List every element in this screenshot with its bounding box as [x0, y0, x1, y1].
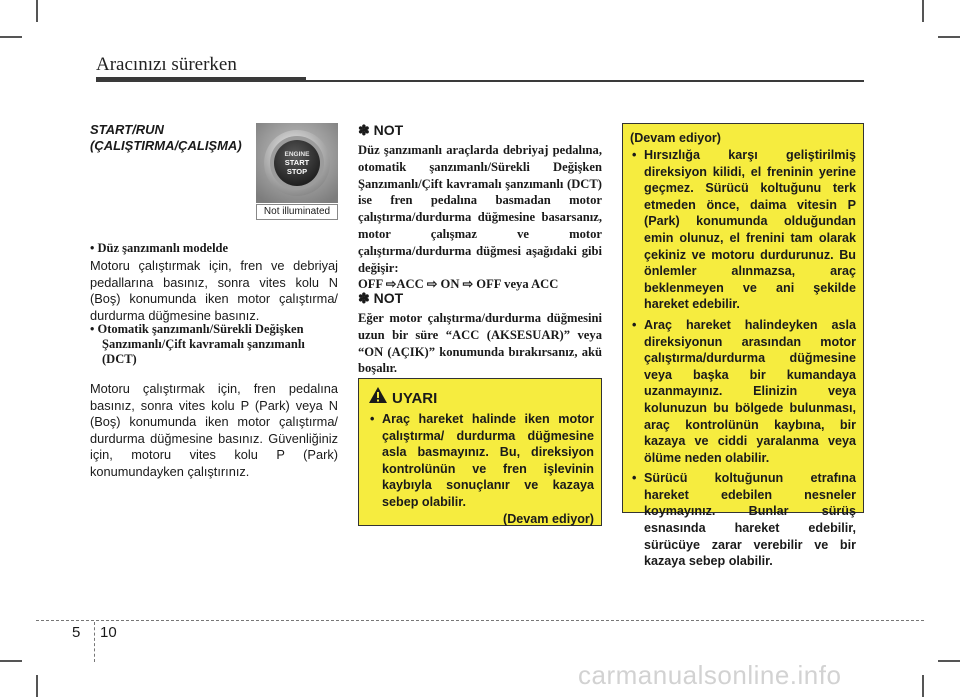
crop-mark [922, 675, 924, 697]
warning-item-text: Araç hareket halindeyken asla direksiyonun arasından motor çalıştırma/durdurma düğmesine veya başka bir kumandaya uzanmayınız. Elinizin veya kolunuzun bu bölgede bulunması, araç kontrolünün kaybına, bir kazaya ve ciddi yaralanma veya ölüme neden olabilir. [644, 317, 856, 465]
header-rule-thick [96, 77, 306, 82]
engine-start-button-icon [256, 123, 338, 203]
note1-heading: ✽ NOT [358, 122, 404, 138]
crop-mark [922, 0, 924, 22]
engine-start-button-image [256, 123, 338, 203]
continued-label: (Devam ediyor) [503, 511, 594, 526]
automatic-subheading-line1: • Otomatik şanzımanlı/Sürekli Değişken [90, 322, 304, 336]
crop-mark [938, 36, 960, 38]
warning-title: UYARI [392, 390, 438, 407]
manual-model-paragraph: Motoru çalıştırmak için, fren ve debriyaj pedallarına basınız, sonra vites kolu N (Boş) konumunda iken motor çalıştırma/ durdurma düğmesine basınız. [90, 258, 338, 323]
automatic-model-paragraph: Motoru çalıştırmak için, fren pedalına basınız, sonra vites kolu P (Park) veya N (Boş) konumunda iken motor çalıştırma/ durdurma düğmesine basınız. Güvenliğiniz için, motoru vites kolu P (Park) konumundayken çalıştırınız. [90, 381, 338, 479]
bullet: • [632, 317, 637, 332]
warning-triangle-icon [368, 386, 388, 404]
list-item [630, 470, 856, 570]
note2-body: Eğer motor çalıştırma/durdurma düğmesini uzun bir süre “ACC (AKSESUAR)” veya “ON (AÇIK)” konumunda bırakırsanız, akü boşalır. [358, 311, 602, 376]
list-item [630, 317, 856, 466]
warning-item-text: Sürücü koltuğunun etrafına hareket edebilen nesneler koymayınız. Bunlar sürüş esnasında hareket edebilir, sürücüye zarar verebilir ve bir kazaya sebep olabilir. [644, 471, 856, 569]
note1-body [358, 142, 602, 293]
footer-rule [36, 620, 924, 621]
automatic-model-subheading [90, 322, 338, 367]
automatic-subheading-line3: (DCT) [102, 352, 137, 366]
section-header-title: Aracınızı sürerken [96, 54, 237, 75]
button-label-stop: STOP [286, 167, 308, 176]
start-title-line1: START/RUN [90, 122, 164, 137]
continued-warning-list [630, 147, 856, 574]
note2-heading: ✽ NOT [358, 290, 404, 306]
bullet: • [632, 148, 637, 162]
crop-mark [36, 0, 38, 22]
start-title-line2: (ÇALIŞTIRMA/ÇALIŞMA) [90, 138, 242, 153]
image-caption: Not illuminated [256, 204, 338, 220]
warning-list [368, 411, 594, 527]
footer-divider [94, 622, 95, 662]
list-item [630, 147, 856, 313]
note1-sequence: OFF ⇨ACC ⇨ ON ⇨ OFF veya ACC [358, 277, 559, 292]
crop-mark [0, 660, 22, 662]
manual-model-subheading: • Düz şanzımanlı modelde [90, 241, 229, 255]
list-item [368, 411, 594, 511]
automatic-subheading-line2: Şanzımanlı/Çift kavramalı şanzımanlı [102, 337, 305, 351]
crop-mark [938, 660, 960, 662]
header-rule-thin [306, 80, 864, 82]
warning-item-text: Araç hareket halinde iken motor çalıştırma/ durdurma düğmesine asla basmayınız. Bu, direksiyon kontrolünün ve fren işlevinin kaybıyla sonuçlanır ve kazaya sebep olabilir. [382, 412, 594, 509]
button-label-start: START [284, 158, 310, 167]
warning-item-text: Hırsızlığa karşı geliştirilmiş direksiyon kilidi, el freninin yerine geçmez. Sürücü koltuğunu terk etmeden önce, daima vitesin P (Park) konumunda olduğundan emin olunuz, el frenini tam olarak çekiniz ve motoru durdurunuz. Bu önlemler alınmazsa, araç beklenmeyen ve ani şekilde hareket edebilir. [644, 148, 856, 312]
note1-text: Düz şanzımanlı araçlarda debriyaj pedalına, otomatik şanzımanlı/Sürekli Değişken Şanzımanlı/Çift kavramalı şanzımanlı (DCT) ise fren pedalına basmadan motor çalıştırma/durdurma düğmesine basarsanız, motor çalışmaz ve motor çalıştırma/durdurma düğmesi aşağıdaki gibi değişir: [358, 143, 602, 275]
watermark: carmanualsonline.info [578, 660, 842, 690]
crop-mark [36, 675, 38, 697]
button-label-engine: ENGINE [284, 151, 310, 158]
page-number: 10 [100, 624, 117, 641]
section-number: 5 [72, 624, 81, 641]
bullet: • [632, 471, 637, 486]
bullet: • [370, 412, 375, 426]
continued-heading: (Devam ediyor) [630, 131, 721, 145]
crop-mark [0, 36, 22, 38]
